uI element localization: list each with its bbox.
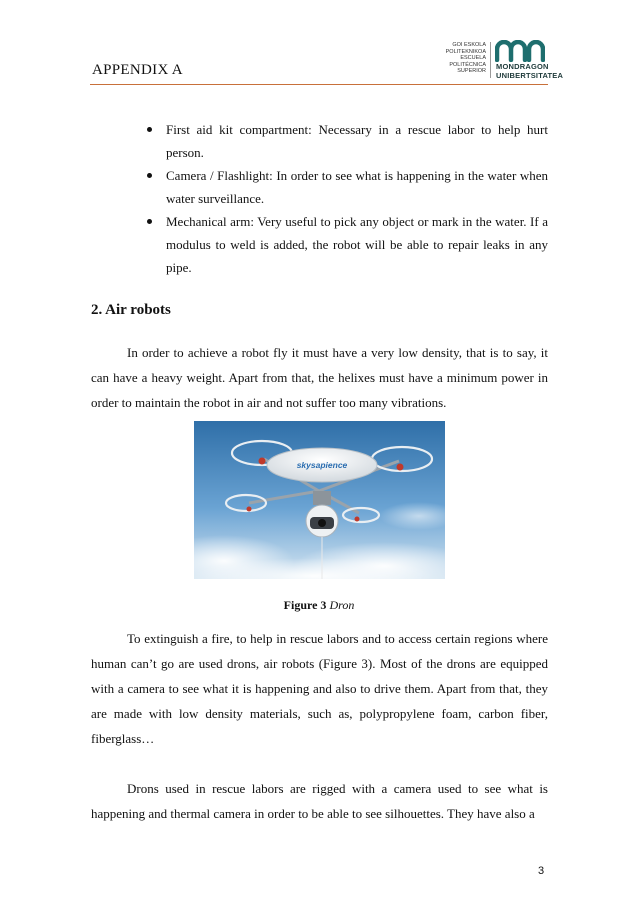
brand-line: MONDRAGON [496,62,549,71]
bullet-icon [147,127,152,132]
header-title: APPENDIX A [92,62,183,78]
school-name-line: SUPERIOR [457,68,486,74]
body-paragraph: Drons used in rescue labors are rigged with a camera used to see what is happening and thermal camera in order to be able to see silhouettes. They have also a [91,781,548,821]
school-name-line: ESCUELA [460,55,486,61]
bullet-icon [147,219,152,224]
gimbal-mount [313,491,331,505]
logo-divider [490,42,491,78]
list-item [166,118,548,164]
brand-line: UNIBERTSITATEA [496,71,564,80]
figure-caption [0,598,638,613]
header-divider [90,84,548,85]
camera-lens-icon [318,519,326,527]
school-name-line: POLITÉCNICA [449,61,486,68]
drone-photo [194,421,445,579]
body-paragraph: In order to achieve a robot fly it must have a very low density, that is to say, it can have a heavy weight. Apart from that, the helixes must have a minimum power in order to maintain the robot in air and not suffer too many vibrations. [91,345,548,410]
drone-brand-label: skysapience [296,460,348,470]
feature-bullet-list [166,118,548,279]
mondragon-logo-icon [495,40,545,62]
list-item-text: Mechanical arm: Very useful to pick any object or mark in the water. If a modulus to weld is added, the robot will be able to repair leaks in any pipe. [166,214,548,275]
body-paragraph: To extinguish a fire, to help in rescue labors and to access certain regions where human can’t go are used drons, air robots (Figure 3). Most of the drons are equipped with a camera to see what it is happening and also to drive them. Apart from that, they are made with low density materials, such as, polypropylene foam, carbon fiber, fiberglass… [91,631,548,746]
bullet-icon [147,173,152,178]
section-heading: 2. Air robots [91,302,171,318]
list-item [166,210,548,279]
page-number: 3 [538,865,545,877]
school-name-logo-text [420,42,486,75]
university-name-logo-text [496,62,563,80]
school-name-line: POLITEKNIKOA [445,48,486,55]
list-item [166,164,548,210]
figure-caption-label: Figure 3 [283,598,327,612]
list-item-text: First aid kit compartment: Necessary in a rescue labor to help hurt person. [166,122,548,160]
list-item-text: Camera / Flashlight: In order to see what is happening in the water when water surveillance. [166,168,548,206]
school-name-line: GOI ESKOLA [452,42,486,48]
figure-caption-text: Dron [329,598,355,612]
